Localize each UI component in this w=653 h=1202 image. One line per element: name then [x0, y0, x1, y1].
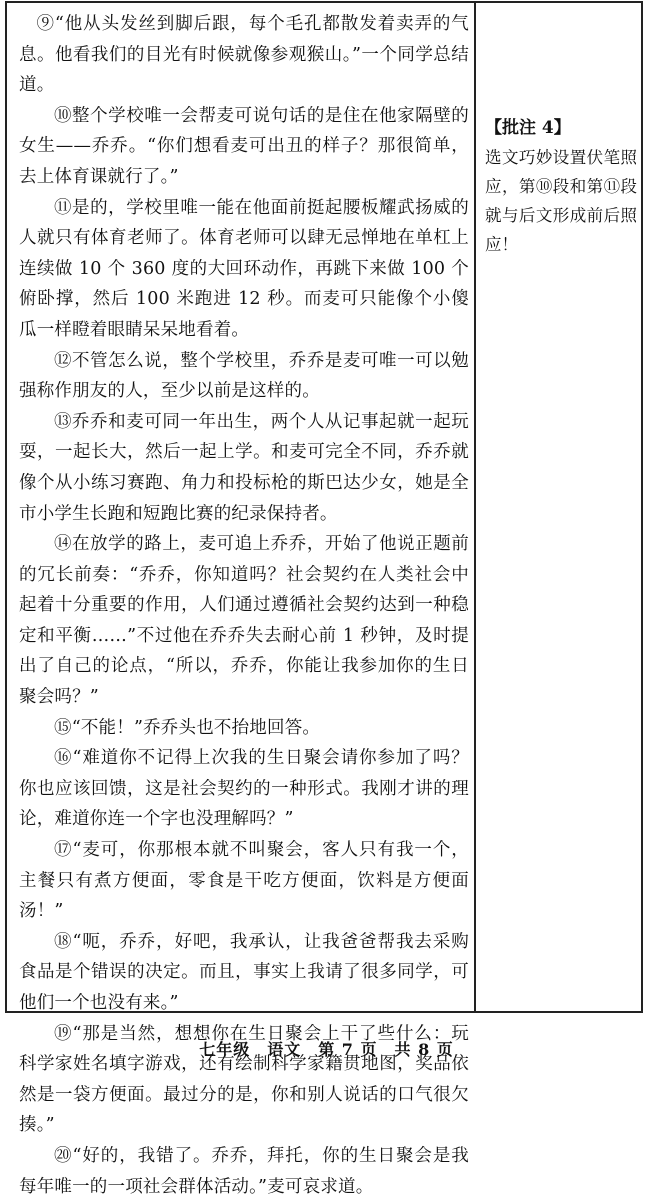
paragraph-16: ⑯“难道你不记得上次我的生日聚会请你参加了吗？你也应该回馈，这是社会契约的一种形式。我刚才讲的理论，难道你连一个字也没理解吗？” — [19, 748, 469, 830]
paragraph-11: ⑪是的，学校里唯一能在他面前挺起腰板耀武扬威的人就只有体育老师了。体育老师可以肆无忌惮地在单杠上连续做 10 个 360 度的大回环动作，再跳下来做 100 个俯卧撑，然后 100 米跑进 12 秒。而麦可只能像个小傻瓜一样瞪着眼睛呆呆地看着。 — [19, 197, 469, 340]
paragraph-18: ⑱“呃，乔乔，好吧，我承认，让我爸爸帮我去采购食品是个错误的决定。而且，事实上我请了很多同学，可他们一个也没有来。” — [19, 931, 469, 1013]
paragraph-12: ⑫不管怎么说，整个学校里，乔乔是麦可唯一可以勉强称作朋友的人，至少以前是这样的。 — [19, 350, 469, 402]
paragraph-15: ⑮“不能！”乔乔头也不抬地回答。 — [54, 717, 321, 738]
column-divider — [474, 3, 476, 1011]
annotation-title: 【批注 4】 — [485, 118, 571, 138]
paragraph-20: ⑳“好的，我错了。乔乔，拜托，你的生日聚会是我每年唯一的一项社会群体活动。”麦可哀求道。 — [19, 1145, 469, 1197]
annotation-body: 选文巧妙设置伏笔照应，第⑩段和第⑪段就与后文形成前后照应！ — [485, 148, 637, 254]
paragraph-17: ⑰“麦可，你那根本就不叫聚会，客人只有我一个，主餐只有煮方便面，零食是干吃方便面，饮料是方便面汤！” — [19, 840, 469, 922]
paragraph-9: ⑨“他从头发丝到脚后跟，每个毛孔都散发着卖弄的气息。他看我们的目光有时候就像参观猴山。”一个同学总结道。 — [19, 14, 469, 96]
paragraph-10: ⑩整个学校唯一会帮麦可说句话的是住在他家隔壁的女生——乔乔。“你们想看麦可出丑的样子？那很简单，去上体育课就行了。” — [19, 105, 469, 187]
paragraph-19: ⑲“那是当然，想想你在生日聚会上干了些什么：玩科学家姓名填字游戏，还有绘制科学家籍贯地图，奖品依然是一袋方便面。最过分的是，你和别人说话的口气很欠揍。” — [19, 1023, 469, 1136]
paragraph-13: ⑬乔乔和麦可同一年出生，两个人从记事起就一起玩耍，一起长大，然后一起上学。和麦可完全不同，乔乔就像个从小练习赛跑、角力和投标枪的斯巴达少女，她是全市小学生长跑和短跑比赛的纪录保持者。 — [19, 411, 469, 524]
annotation-column — [485, 114, 637, 259]
reading-passage — [19, 9, 469, 1202]
page-footer: 七年级 语文 第 7 页 共 8 页 — [199, 1040, 454, 1059]
paragraph-14: ⑭在放学的路上，麦可追上乔乔，开始了他说正题前的冗长前奏：“乔乔，你知道吗？社会契约在人类社会中起着十分重要的作用，人们通过遵循社会契约达到一种稳定和平衡……”不过他在乔乔失去耐心前 1 秒钟，及时提出了自己的论点，“所以，乔乔，你能让我参加你的生日聚会吗？” — [19, 534, 469, 708]
